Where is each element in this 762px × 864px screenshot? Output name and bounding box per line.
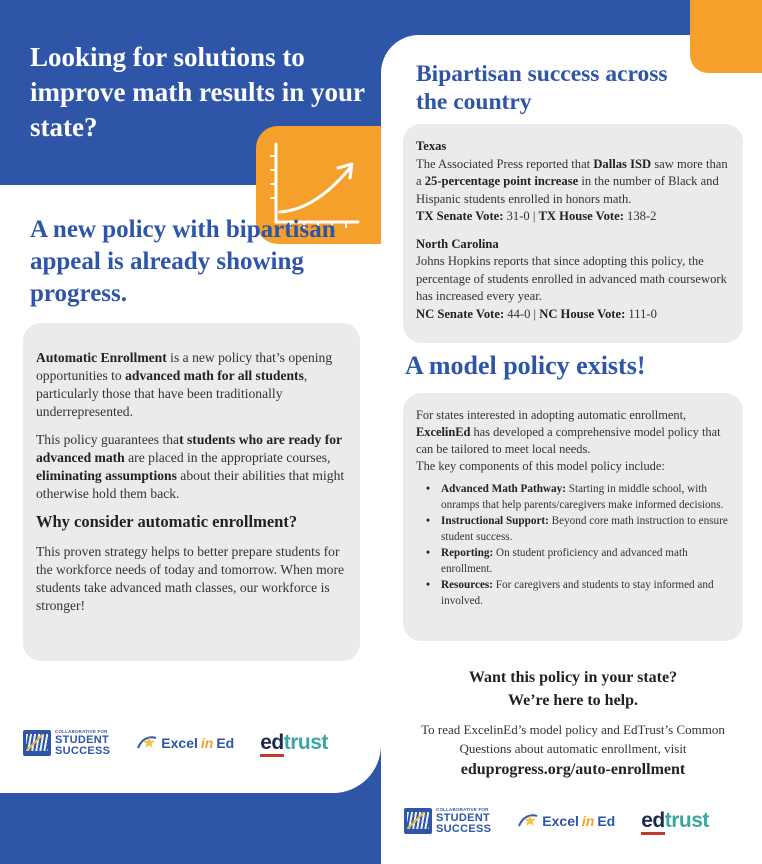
edtrust-logo <box>641 809 709 833</box>
cta-title-line2: We’re here to help. <box>507 692 639 709</box>
list-item <box>416 545 729 577</box>
item-label: Instructional Support: <box>441 515 549 527</box>
css-logo-mark-icon <box>23 730 51 756</box>
bold-text: Dallas ISD <box>593 156 652 171</box>
model-policy-card <box>403 393 743 641</box>
paragraph-text: about their abilities that might otherwise hold them back. <box>36 468 345 501</box>
ed-text: Ed <box>216 735 235 752</box>
item-text: Starting in middle school, with onramps that help parents/caregivers make informed decisions. <box>441 483 724 511</box>
css-logo-small: COLLABORATIVE FOR <box>55 729 108 734</box>
edtrust-trust: trust <box>664 809 709 833</box>
cta-body: To read ExcelinEd’s model policy and EdTrust’s Common Questions about automatic enrollment, visit <box>421 722 725 756</box>
vote-label: NC House Vote: <box>539 306 626 321</box>
css-logo-text <box>436 808 491 835</box>
item-text: On student proficiency and advanced math enrollment. <box>441 547 688 575</box>
cta-title-line1: Want this policy in your state? <box>468 669 678 686</box>
vote-label: TX Senate Vote: <box>416 209 504 223</box>
edtrust-trust: trust <box>283 731 328 755</box>
css-logo-line1: STUDENT <box>55 733 110 746</box>
excelined-logo <box>517 810 615 832</box>
vote-value: 44-0 | <box>504 306 540 321</box>
list-item <box>416 481 729 513</box>
paragraph-text: are placed in the appropriate courses, <box>124 450 331 465</box>
state-name-nc: North Carolina <box>416 236 499 251</box>
bold-text: advanced math for all students <box>125 368 304 383</box>
why-consider-heading: Why consider automatic enrollment? <box>36 512 298 531</box>
call-to-action <box>400 666 746 779</box>
paragraph-text: in the number of Black and Hispanic students enrolled in honors math. <box>416 174 719 206</box>
key-components-list <box>416 481 729 609</box>
css-logo-text <box>55 730 110 757</box>
north-carolina-block <box>416 236 729 324</box>
paragraph-text: This policy guarantees tha <box>36 432 180 447</box>
excelined-logo <box>136 732 234 754</box>
orange-corner-accent <box>690 0 762 73</box>
workforce-paragraph: This proven strategy helps to better prepare students for the workforce needs of today and tomorrow. When more students take advanced math classes, our workforce is stronger! <box>36 544 345 613</box>
excel-text: Excel <box>542 813 579 830</box>
partner-logos-left <box>23 730 328 757</box>
model-intro <box>416 407 729 458</box>
excel-text: Excel <box>161 735 198 752</box>
collaborative-for-student-success-logo <box>404 808 491 835</box>
in-text: in <box>200 735 214 752</box>
collaborative-for-student-success-logo <box>23 730 110 757</box>
vote-value: 138-2 <box>623 209 657 223</box>
guarantee-paragraph <box>36 431 347 503</box>
state-results-card <box>403 124 743 343</box>
paragraph-text: has developed a comprehensive model policy that can be tailored to meet local needs. <box>416 425 721 456</box>
paragraph-text: For states interested in adopting automatic enrollment, <box>416 408 687 422</box>
bold-text: t students who are ready for advanced math <box>36 432 342 465</box>
cta-url-link[interactable]: eduprogress.org/auto-enrollment <box>460 761 686 778</box>
paragraph-text: is a new policy that’s opening opportunities to <box>36 350 333 383</box>
bold-text: ExcelinEd <box>416 425 471 439</box>
vote-label: TX House Vote: <box>538 209 624 223</box>
paragraph-text: saw more than a <box>416 156 728 188</box>
css-logo-line2: SUCCESS <box>436 822 492 835</box>
in-text: in <box>581 813 595 830</box>
vote-label: NC Senate Vote: <box>416 306 505 321</box>
item-label: Advanced Math Pathway: <box>441 483 566 495</box>
nc-votes <box>416 306 729 324</box>
model-policy-heading: A model policy exists! <box>405 351 646 380</box>
partner-logos-right <box>404 808 709 835</box>
intro-paragraph <box>36 349 347 421</box>
css-logo-small: COLLABORATIVE FOR <box>436 807 489 812</box>
item-label: Reporting: <box>441 547 494 559</box>
ed-text: Ed <box>597 813 616 830</box>
nc-description: Johns Hopkins reports that since adopting this policy, the percentage of students enrolled in advanced math coursework has increased every year. <box>416 254 727 303</box>
list-item <box>416 577 729 609</box>
edtrust-logo <box>260 731 328 755</box>
edtrust-ed: ed <box>641 809 665 835</box>
state-name-texas: Texas <box>416 139 447 153</box>
key-components-intro: The key components of this model policy include: <box>416 459 665 473</box>
paragraph-text: The Associated Press reported that <box>416 156 594 171</box>
texas-votes <box>416 208 729 226</box>
item-label: Resources: <box>441 579 493 591</box>
automatic-enrollment-card <box>23 323 360 661</box>
css-logo-mark-icon <box>404 808 432 834</box>
star-swoosh-icon <box>517 810 539 832</box>
hero-title: Looking for solutions to improve math results in your state? <box>30 42 365 142</box>
css-logo-line2: SUCCESS <box>55 744 111 757</box>
bold-text: Automatic Enrollment <box>36 350 167 365</box>
vote-value: 31-0 | <box>503 209 539 223</box>
edtrust-ed: ed <box>260 731 284 757</box>
bold-text: 25-percentage point increase <box>424 174 579 188</box>
bold-text: eliminating assumptions <box>36 468 177 483</box>
bipartisan-success-heading: Bipartisan success across the country <box>416 61 668 115</box>
left-section-heading: A new policy with bipartisan appeal is already showing progress. <box>30 216 336 307</box>
star-swoosh-icon <box>136 732 158 754</box>
vote-value: 111-0 <box>625 306 657 321</box>
css-logo-line1: STUDENT <box>436 811 491 824</box>
item-text: Beyond core math instruction to ensure student success. <box>441 515 728 543</box>
list-item <box>416 513 729 545</box>
texas-block <box>416 138 729 226</box>
paragraph-text: , particularly those that have been traditionally underrepresented. <box>36 368 308 419</box>
item-text: For caregivers and students to stay informed and involved. <box>441 579 714 607</box>
texas-description <box>416 156 729 209</box>
